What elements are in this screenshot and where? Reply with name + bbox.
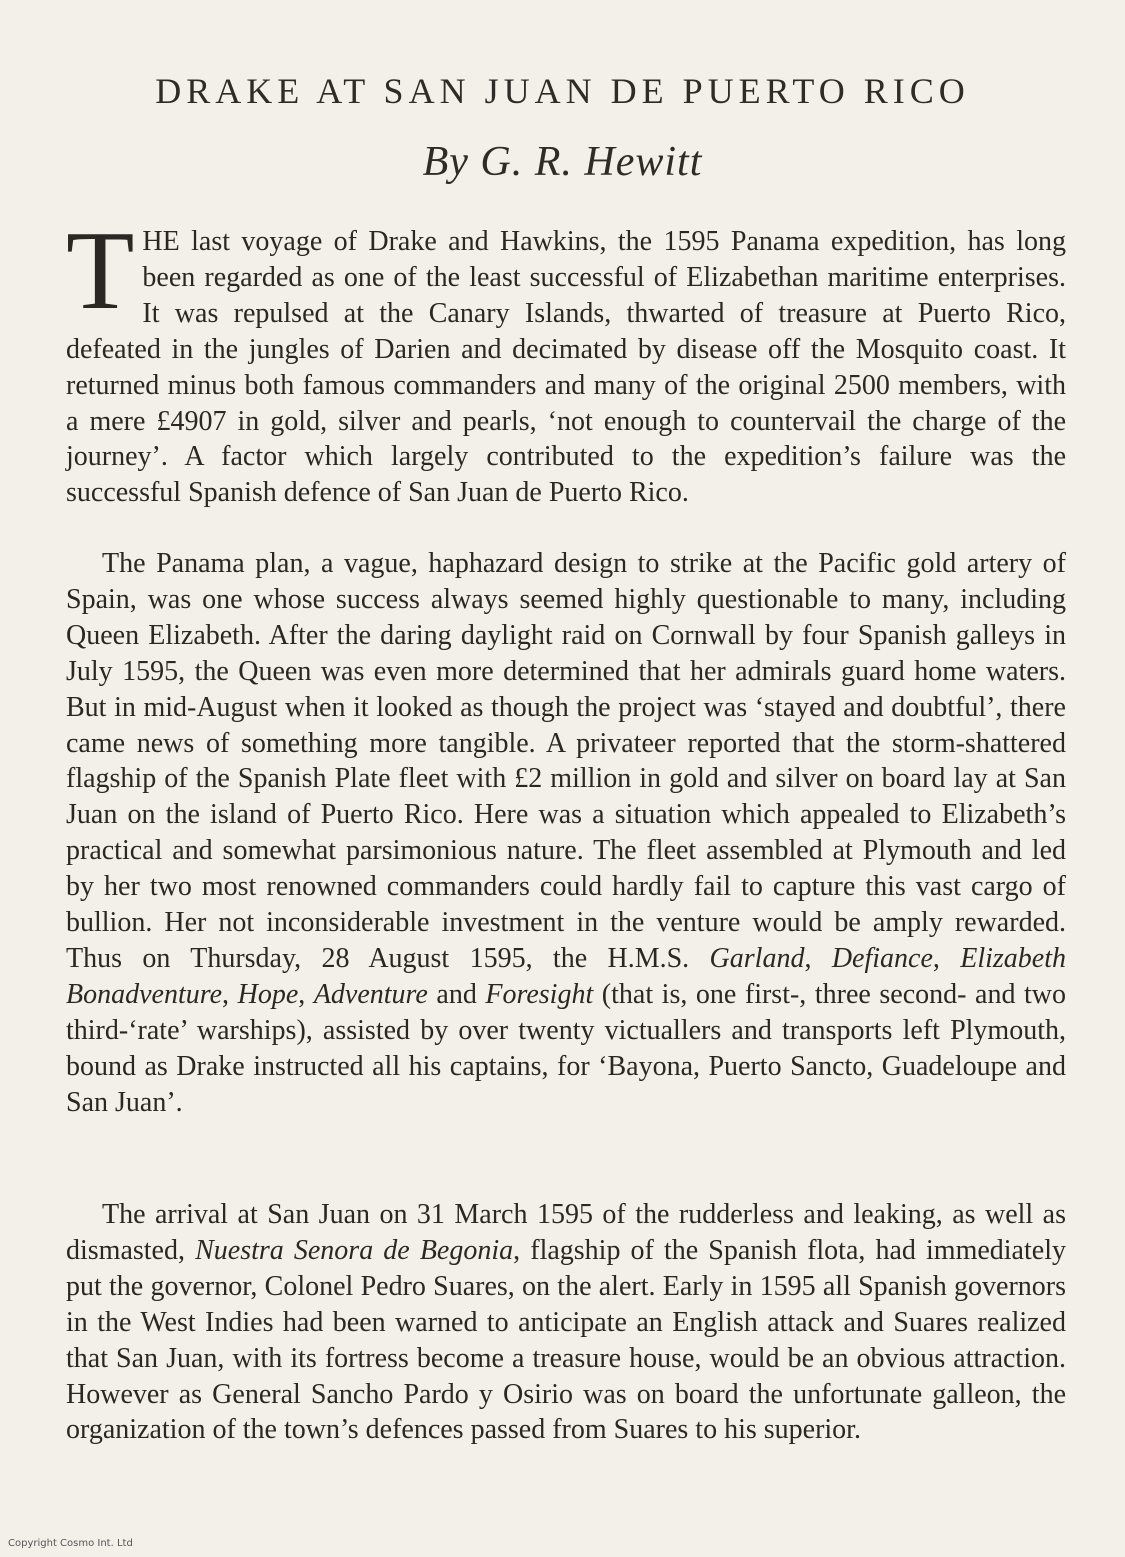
separator: ,	[222, 978, 238, 1010]
ship-name: Adventure	[313, 978, 428, 1010]
separator: ,	[298, 978, 314, 1010]
separator: ,	[804, 942, 832, 974]
paragraph-1	[66, 209, 1066, 511]
paragraph-2-text-a: The Panama plan, a vague, haphazard design to strike at the Pacific gold artery of Spain, was one whose success always seemed highly questionable to many, including Queen Elizabeth. After the daring daylight raid on Cornwall by four Spanish galleys in July 1595, the Queen was even more determined that her admirals guard home waters. But in mid-August when it looked as though the project was ‘stayed and doubtful’, there came news of something more tangible. A privateer reported that the storm-shattered flagship of the Spanish Plate fleet with £2 million in gold and silver on board lay at San Juan on the island of Puerto Rico. Here was a situation which appealed to Elizabeth’s practical and somewhat parsimonious nature. The fleet assembled at Plymouth and led by her two most renowned commanders could hardly fail to capture this vast cargo of bullion. Her not inconsiderable investment in the venture would be amply rewarded. Thus on Thursday, 28 August 1595, the H.M.S.	[66, 548, 1066, 974]
paragraph-1-text: HE last voyage of Drake and Hawkins, the 1595 Panama expedition, has long been regarded as one of the least successful of Elizabethan maritime enterprises. It was repulsed at the Canary Islands, thwarted of treasure at Puerto Rico, defeated in the jungles of Darien and decimated by disease off the Mosquito coast. It returned minus both famous commanders and many of the original 2500 members, with a mere £4907 in gold, silver and pearls, ‘not enough to countervail the charge of the journey’. A factor which largely contributed to the expedition’s failure was the successful Spanish defence of San Juan de Puerto Rico.	[66, 226, 1066, 509]
copyright-watermark: Copyright Cosmo Int. Ltd	[8, 1538, 133, 1549]
separator: and	[427, 978, 486, 1010]
ship-name: Defiance	[831, 942, 933, 974]
drop-cap: T	[66, 209, 135, 333]
paragraph-3	[66, 1197, 1066, 1448]
ship-name: Garland	[709, 942, 805, 974]
ship-name: Hope	[237, 978, 299, 1010]
paragraph-3-text-b: , flagship of the Spanish flota, had immediately put the governor, Colonel Pedro Suares, on the alert. Early in 1595 all Spanish governors in the West Indies had been warned to anticipate an English attack and Suares realized that San Juan, with its fortress become a treasure house, would be an obvious attraction. However as General Sancho Pardo y Osirio was on board the unfortunate galleon, the organization of the town’s defences passed from Suares to his superior.	[66, 1234, 1066, 1446]
ship-name: Elizabeth Bonadventure	[66, 942, 1066, 1010]
separator: ,	[932, 942, 961, 974]
article-title: DRAKE AT SAN JUAN DE PUERTO RICO	[155, 71, 970, 111]
ship-name: Nuestra Senora de Begonia	[195, 1234, 514, 1266]
paragraph-2	[66, 546, 1066, 1121]
ship-name: Foresight	[485, 978, 594, 1010]
paragraph-2-text-b: (that is, one first-, three second- and two third-‘rate’ warships), assisted by over twenty victuallers and transports left Plymouth, bound as Drake instructed all his captains, for ‘Bayona, Puerto Sancto, Guadeloupe and San Juan’.	[66, 978, 1066, 1118]
article-byline: By G. R. Hewitt	[422, 139, 703, 185]
paragraph-3-text-a: The arrival at San Juan on 31 March 1595 of the rudderless and leaking, as well as dismasted,	[66, 1199, 1066, 1266]
